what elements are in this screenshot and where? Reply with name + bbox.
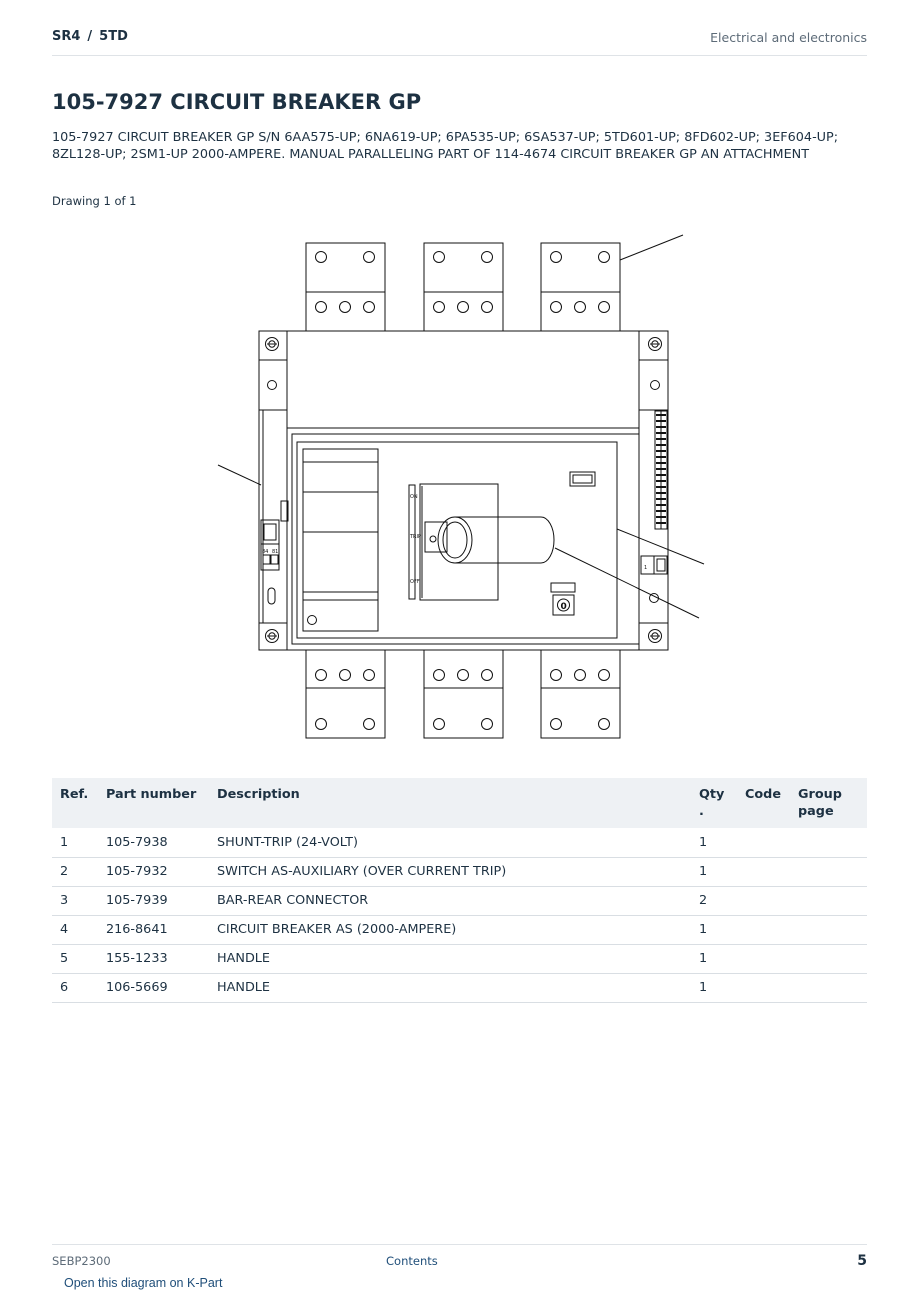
cell-group-page bbox=[790, 886, 867, 915]
cell-part-number[interactable]: 105-7932 bbox=[98, 857, 209, 886]
table-row bbox=[52, 857, 867, 886]
cell-description: SWITCH AS-AUXILIARY (OVER CURRENT TRIP) bbox=[209, 857, 691, 886]
cell-part-number[interactable]: 106-5669 bbox=[98, 973, 209, 1002]
document-id: SEBP2300 bbox=[52, 1254, 111, 1268]
top-terminals bbox=[306, 243, 620, 331]
cell-code bbox=[737, 944, 790, 973]
cell-qty: 2 bbox=[691, 886, 737, 915]
bottom-terminals bbox=[306, 650, 620, 738]
cell-group-page bbox=[790, 857, 867, 886]
cell-part-number[interactable]: 216-8641 bbox=[98, 915, 209, 944]
cell-code bbox=[737, 915, 790, 944]
page-footer bbox=[52, 1244, 867, 1274]
cell-part-number[interactable]: 105-7939 bbox=[98, 886, 209, 915]
right-block-label: 1 bbox=[644, 565, 648, 571]
switch-label-off: OFF bbox=[410, 579, 420, 585]
table-row bbox=[52, 915, 867, 944]
cell-code bbox=[737, 857, 790, 886]
page-number: 5 bbox=[857, 1253, 867, 1269]
table-row bbox=[52, 973, 867, 1002]
cell-qty: 1 bbox=[691, 944, 737, 973]
cell-code bbox=[737, 886, 790, 915]
aux-label-81: 81 bbox=[272, 549, 279, 555]
open-in-kpart-link[interactable]: Open this diagram on K-Part bbox=[64, 1276, 223, 1290]
breadcrumb-serial-prefix[interactable]: 5TD bbox=[99, 29, 128, 44]
cell-ref: 1 bbox=[52, 828, 98, 857]
cell-ref: 5 bbox=[52, 944, 98, 973]
cell-part-number[interactable]: 155-1233 bbox=[98, 944, 209, 973]
cell-group-page bbox=[790, 828, 867, 857]
cell-description: HANDLE bbox=[209, 973, 691, 1002]
cell-description: SHUNT-TRIP (24-VOLT) bbox=[209, 828, 691, 857]
handle-grip bbox=[455, 517, 554, 563]
cell-group-page bbox=[790, 973, 867, 1002]
header-part-number: Part number bbox=[106, 787, 197, 802]
circuit-breaker-diagram[interactable] bbox=[205, 228, 715, 748]
breadcrumb-separator: / bbox=[87, 29, 93, 44]
switch-label-trip: TRIP bbox=[410, 534, 422, 540]
cell-qty: 1 bbox=[691, 857, 737, 886]
cell-ref: 6 bbox=[52, 973, 98, 1002]
switch-label-on: ON bbox=[410, 494, 418, 500]
section-name: Electrical and electronics bbox=[710, 30, 867, 45]
cell-qty: 1 bbox=[691, 915, 737, 944]
cell-ref: 2 bbox=[52, 857, 98, 886]
cell-code bbox=[737, 973, 790, 1002]
cell-part-number[interactable]: 105-7938 bbox=[98, 828, 209, 857]
header-qty: Qty . bbox=[699, 787, 725, 819]
cell-qty: 1 bbox=[691, 973, 737, 1002]
parts-table bbox=[52, 778, 867, 1003]
table-header-row bbox=[52, 778, 867, 828]
drawing-count: Drawing 1 of 1 bbox=[52, 194, 137, 208]
cell-qty: 1 bbox=[691, 828, 737, 857]
header-ref: Ref. bbox=[60, 787, 89, 802]
header-group-page: Group page bbox=[798, 787, 842, 819]
cell-ref: 4 bbox=[52, 915, 98, 944]
contents-link[interactable]: Contents bbox=[386, 1254, 438, 1268]
table-row bbox=[52, 886, 867, 915]
cell-ref: 3 bbox=[52, 886, 98, 915]
breadcrumb bbox=[52, 29, 128, 44]
breadcrumb-model[interactable]: SR4 bbox=[52, 29, 81, 44]
header-code: Code bbox=[745, 787, 782, 802]
aux-label-84: 84 bbox=[262, 549, 269, 555]
table-row bbox=[52, 944, 867, 973]
cell-description: CIRCUIT BREAKER AS (2000-AMPERE) bbox=[209, 915, 691, 944]
indicator-label: 0 bbox=[560, 602, 567, 612]
page-title: 105-7927 CIRCUIT BREAKER GP bbox=[52, 90, 422, 114]
page-subtitle: 105-7927 CIRCUIT BREAKER GP S/N 6AA575-UP; 6NA619-UP; 6PA535-UP; 6SA537-UP; 5TD601-UP; 8FD602-UP; 3EF604-UP; 8ZL128-UP; 2SM1-UP 2000-AMPERE. MANUAL PARALLELING PART OF 114-4674 CIRCUIT BREAKER GP AN ATTACHMENT bbox=[52, 130, 839, 162]
cell-group-page bbox=[790, 915, 867, 944]
cell-description: HANDLE bbox=[209, 944, 691, 973]
header-description: Description bbox=[217, 787, 300, 802]
page-header bbox=[52, 28, 867, 56]
cell-description: BAR-REAR CONNECTOR bbox=[209, 886, 691, 915]
cell-code bbox=[737, 828, 790, 857]
table-row bbox=[52, 828, 867, 857]
corner-screws bbox=[266, 338, 662, 643]
shunt-trip-module bbox=[303, 449, 378, 631]
cell-group-page bbox=[790, 944, 867, 973]
breaker-housing bbox=[259, 331, 668, 650]
